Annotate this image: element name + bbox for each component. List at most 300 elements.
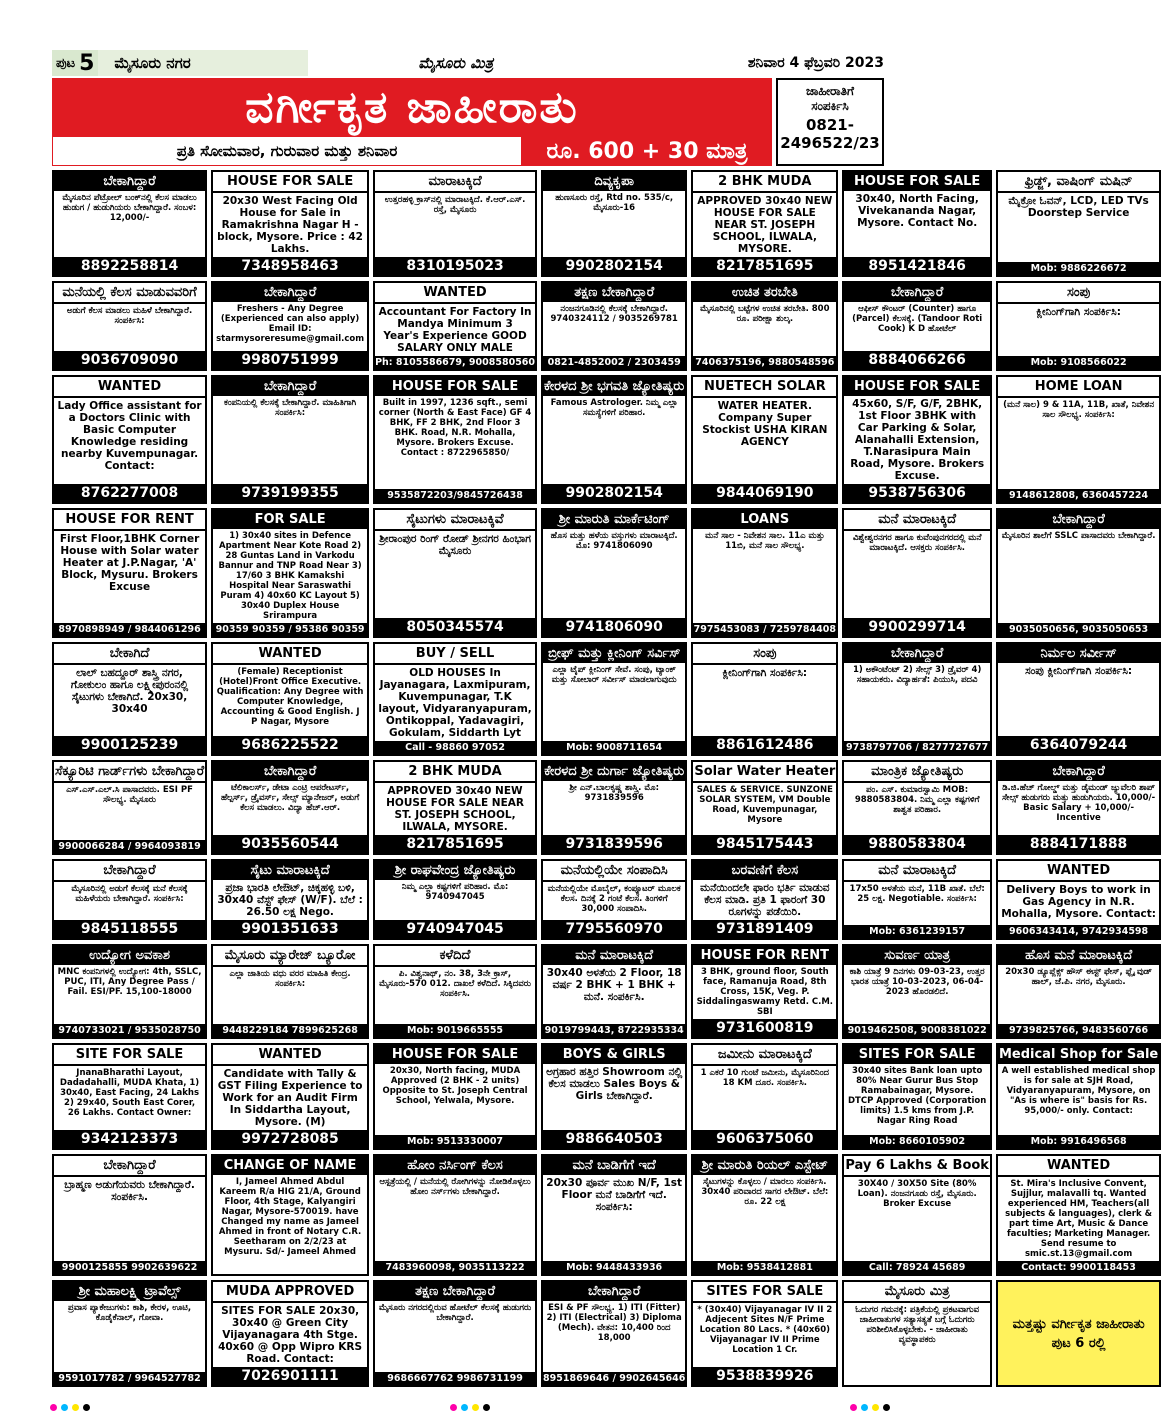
ad-heading: ಬೇಕಾಗಿದ್ದಾರೆ: [54, 861, 205, 882]
ad-phone: 9686225522: [213, 736, 367, 754]
classified-ad: [52, 281, 207, 371]
ad-phone: 6364079244: [998, 736, 1159, 754]
ad-phone: 9900299714: [844, 618, 990, 636]
classified-ad: [996, 375, 1161, 504]
ad-phone: Contact: 9900118453: [998, 1261, 1159, 1274]
ad-body: 20x30 West Facing Old House for Sale in Ramakrishna Nagar H - block, Mysore. Price : 42 Lakhs.: [217, 195, 363, 255]
classified-ad: [996, 944, 1161, 1039]
classified-ad: [52, 760, 207, 855]
ad-phone: 8762277008: [54, 484, 205, 502]
ad-heading: ನಿರ್ಮಲ ಸರ್ವೀಸ್: [998, 644, 1159, 663]
ad-heading: MUDA APPROVED: [213, 1282, 367, 1303]
classified-ad: [52, 1154, 207, 1276]
ad-phone: 9845175443: [693, 835, 836, 853]
ad-heading: ಸಂಪು: [693, 644, 836, 665]
ad-body: SALES & SERVICE. SUNZONE SOLAR SYSTEM, VM Double Road, Kuvempunagar, Mysore: [696, 785, 833, 825]
ad-body: ಶ್ರೀ ಎನ್.ಬಾಲಕೃಷ್ಣ ಶಾಸ್ತ್ರಿ. ಮೊ: 9731839596: [569, 783, 659, 803]
classified-ad: [211, 944, 369, 1039]
page-number-box: [52, 50, 98, 76]
more-ads-notice: [996, 1280, 1161, 1387]
ad-body: ಪ್ರಜಾ ಭಾರತಿ ಲೇಔಟ್, ಚಿಕ್ಕಹಳ್ಳಿ ಬಳಿ, 30x40 ವೆಸ್ಟ್ ಫೇಸ್ (W/F). ಬೆಲೆ : 26.50 ಲಕ್ಷ Nego.: [217, 882, 363, 918]
page-number: 5: [79, 50, 95, 76]
ad-body: ESI & PF ಸೌಲಭ್ಯ. 1) ITI (Fitter) 2) ITI (Electrical) 3) Diploma (Mech). ವೇತನ: 10,400 ರಿಂದ 18,000: [546, 1303, 682, 1343]
ad-phone: Mob: 6361239157: [844, 925, 990, 938]
ad-heading: BOYS & GIRLS: [543, 1045, 685, 1064]
ad-heading: Medical Shop for Sale: [998, 1047, 1159, 1062]
print-registration-dots-left: [50, 1404, 90, 1414]
ad-phone: 9739199355: [213, 484, 367, 502]
ad-body: 3 BHK, ground floor, South face, Ramanuja Road, 8th Cross, 15K, Veg. P. Siddalingaswamy Retd. C.M. SBI: [696, 967, 834, 1017]
ad-body: 1) 30x40 sites in Defence Apartment Near Kote Road 2) 28 Guntas Land in Varkodu Bannur and TNP Road Near 3) 17/60 3 BHK Kamakshi Hospital Near Saraswathi Puram 4) 40x60 KC Layout 5) 30x40 Duplex House Srirampura: [218, 531, 362, 621]
ad-body: Accountant For Factory In Mandya Minimum 3 Year's Experience GOOD SALARY ONLY MALE: [378, 306, 532, 354]
classified-ad: [373, 1043, 537, 1150]
print-registration-dots-right: [850, 1404, 890, 1414]
ad-heading: ಬ್ರೀಫ್ ಮತ್ತು ಕ್ಲೀನಿಂಗ್ ಸರ್ವಿಸ್: [543, 644, 685, 663]
top-bar: [52, 50, 884, 76]
ad-phone: 9538756306: [844, 484, 990, 502]
ad-heading: ಸೈಟು ಮಾರಾಟಕ್ಕಿದೆ: [213, 861, 367, 880]
ad-body: ಸೈಟುಗಳನ್ನು ಕೊಳ್ಳಲು / ಮಾರಲು ಸಂಪರ್ಕಿಸಿ. 30x40 ಪರಿವಾರದ ಸಾಗರ ಲೇಔಟ್. ಬೆಲೆ: ರೂ. 22 ಲಕ್ಷ: [701, 1177, 829, 1207]
ad-body: ಮೈಸೂರಿನಲ್ಲಿ ಅಡುಗೆ ಕೆಲಸಕ್ಕೆ ಮನೆ ಕೆಲಸಕ್ಕೆ ಮಹಿಳೆಯರು ಬೇಕಾಗಿದ್ದಾರೆ. ಸಂಪರ್ಕಿಸಿ:: [71, 884, 188, 904]
ad-body: ಕ್ಲೀನಿಂಗ್‌ಗಾಗಿ ಸಂಪರ್ಕಿಸಿ:: [1036, 306, 1121, 318]
ad-body: ವಿಶ್ವೇಶ್ವರನಗರ ಹಾಗೂ ಕುವೆಂಪುನಗರದಲ್ಲಿ ಮನೆ ಮಾರಾಟಕ್ಕಿದೆ. ಆಸಕ್ತರು ಸಂಪರ್ಕಿಸಿ.: [852, 533, 982, 553]
print-registration-dots-center: [450, 1404, 490, 1414]
ad-body: Famous Astrologer. ನಿಮ್ಮ ಎಲ್ಲಾ ಸಮಸ್ಯೆಗಳಿಗೆ ಪರಿಹಾರ.: [550, 398, 678, 418]
ad-body: * (30x40) Vijayanagar IV II 2 Adjecent Sites N/F Prime Location 80 Lacs. * (40x60) Vijayanagar IV II Prime Location 1 Cr.: [697, 1305, 833, 1355]
classified-ad: [541, 642, 687, 756]
ad-body: ಮೈಸೂರಿನಲ್ಲಿ ಬಟ್ಟೆಗಳ ಉಚಿತ ತರಬೇತಿ. 800 ರೂ. ಪರೀಕ್ಷಾ ಶುಲ್ಕ.: [700, 304, 830, 324]
ad-body: WATER HEATER. Company Super Stockist USHA KIRAN AGENCY: [702, 400, 828, 448]
ad-heading: ತಕ್ಷಣ ಬೇಕಾಗಿದ್ದಾರೆ: [543, 283, 685, 302]
ad-heading: ಬೇಕಾಗಿದ್ದಾರೆ: [998, 510, 1159, 529]
ad-heading: ಮೈಸೂರು ಮಿತ್ರ: [844, 1282, 990, 1303]
ad-heading: ಬೇಕಾಗಿದ್ದಾರೆ: [54, 1156, 205, 1177]
ad-body: ನಂಜನಗೂಡಿನಲ್ಲಿ ಕೆಲಸಕ್ಕೆ ಬೇಕಾಗಿದ್ದಾರೆ. 9740324112 / 9035269781: [550, 304, 678, 324]
ad-heading: HOUSE FOR RENT: [693, 946, 836, 965]
ad-phone: 7348958463: [213, 257, 367, 275]
ad-body: ಮನೆ ಸಾಲ - ನಿವೇಶನ ಸಾಲ. 11ಎ ಮತ್ತು 11ಬಿ, ಮನೆ ಸಾಲ ಸೌಲಭ್ಯ.: [705, 531, 825, 551]
ad-body: ಶ್ರೀರಾಂಪುರ ರಿಂಗ್ ರೋಡ್ ಶ್ರೀನಗರ ಹಿಂಭಾಗ ಮೈಸೂರು: [379, 533, 531, 557]
classified-ad: [842, 281, 992, 371]
ad-heading: ಮನೆ ಮಾರಾಟಕ್ಕಿದೆ: [844, 861, 990, 882]
ad-price: ರೂ. 600 + 30 ಮಾತ್ರ: [522, 136, 772, 166]
ad-heading: ತಕ್ಷಣ ಬೇಕಾಗಿದ್ದಾರೆ: [375, 1282, 535, 1301]
ad-body: ಕಂಪನಿಯಲ್ಲಿ ಕೆಲಸಕ್ಕೆ ಬೇಕಾಗಿದ್ದಾರೆ. ಮಾಹಿತಿಗಾಗಿ ಸಂಪರ್ಕಿಸಿ:: [224, 398, 357, 418]
ad-heading: SITES FOR SALE: [693, 1282, 836, 1303]
masthead: [52, 78, 772, 166]
ad-heading: ಶ್ರೀ ಮಾರುತಿ ರಿಯಲ್ ಎಸ್ಟೇಟ್: [693, 1156, 836, 1175]
ad-body: First Floor,1BHK Corner House with Solar water Heater at J.P.Nagar, 'A' Block, Mysuru. Brokers Excuse: [59, 533, 200, 593]
ad-body: ಮನೆಯಿಂದಲೇ ಫಾರಂ ಭರ್ತಿ ಮಾಡುವ ಕೆಲಸ ಮಾಡಿ. ಪ್ರತಿ 1 ಫಾರಂಗೆ 30 ರೂಗಳನ್ನು ಪಡೆಯಿರಿ.: [700, 882, 830, 918]
ad-body: ಎಲ್ಲಾ ಟೈಪ್ ಕ್ಲೀನಿಂಗ್ ಸೇವೆ. ಸಂಪು, ಟ್ಯಾಂಕ್ ಮತ್ತು ಸೋಲಾರ್ ಸರ್ವೀಸ್ ಮಾಡಲಾಗುವುದು: [551, 665, 677, 685]
ad-phone: 8050345574: [375, 618, 535, 636]
ad-phone: 9901351633: [213, 920, 367, 938]
ad-body: ನಿಮ್ಮ ಎಲ್ಲಾ ಕಷ್ಟಗಳಿಗೆ ಪರಿಹಾರ. ಮೊ: 9740947045: [401, 882, 509, 902]
classified-ad: [996, 760, 1161, 855]
ad-phone: 9606343414, 9742934598: [998, 925, 1159, 938]
ad-phone: 9739825766, 9483560766: [998, 1024, 1159, 1037]
ad-heading: ಬೇಕಾಗಿದ್ದಾರೆ: [213, 283, 367, 302]
ad-phone: Ph: 8105586679, 9008580560: [375, 357, 536, 368]
ad-phone: Call: 78924 45689: [844, 1261, 990, 1274]
ad-phone: 9019462508, 9008381022: [844, 1024, 990, 1037]
classified-ad: [211, 508, 369, 638]
classified-ad: [842, 1154, 992, 1276]
ad-body: Delivery Boys to work in Gas Agency in N.R. Mohalla, Mysore. Contact:: [1001, 884, 1156, 920]
ad-body: ಪಂ. ಎಸ್. ಕುಮಾರಸ್ವಾಮಿ MOB: 9880583804. ನಿಮ್ಮ ಎಲ್ಲಾ ಕಷ್ಟಗಳಿಗೆ ಶಾಶ್ವತ ಪರಿಹಾರ.: [854, 785, 980, 815]
ad-heading: ಬೇಕಾಗಿದ್ದಾರೆ: [998, 762, 1159, 781]
classified-ad: [541, 281, 687, 371]
ad-heading: BUY / SELL: [375, 644, 535, 665]
classified-ad: [211, 1154, 369, 1276]
ad-heading: ಮನೆಯಲ್ಲಿ ಕೆಲಸ ಮಾಡುವವರಿಗೆ: [54, 283, 205, 304]
page-label: ಪುಟ: [56, 55, 76, 71]
ad-body: 30x40 ಅಳತೆಯ 2 Floor, 18 ವರ್ಷ 2 BHK + 1 BHK + ಮನೆ. ಸಂಪರ್ಕಿಸಿ.: [546, 967, 682, 1003]
ad-phone: Mob: 9886226672: [998, 262, 1159, 275]
ad-body: SITES FOR SALE 20x30, 30x40 @ Green City Vijayanagara 4th Stge. 40x60 @ Opp Wipro KRS Road. Contact:: [218, 1305, 363, 1365]
ad-body: ಮೈಸೂರು ನಗರದಲ್ಲಿರುವ ಹೋಟೆಲ್ ಕೆಲಸಕ್ಕೆ ಹುಡುಗರು ಬೇಕಾಗಿದ್ದಾರೆ.: [378, 1303, 532, 1323]
ad-body: ಪ್ರವಾಸ ಪ್ಯಾಕೇಜುಗಳು: ಕಾಶಿ, ಕೇರಳ, ಊಟಿ, ಕೊಡೈಕೆನಾಲ್, ಗೋವಾ.: [68, 1303, 192, 1323]
ad-phone: 8951869646 / 9902645646: [543, 1373, 686, 1384]
ad-body: 20x30 ಡ್ಯೂಪ್ಲೆಕ್ಸ್ ಹೌಸ್ ಈಸ್ಟ್ ಫೇಸ್, ಫ್ಲೈ ವುಡ್ ಹಾಲ್, ಜೆ.ಪಿ. ನಗರ, ಮೈಸೂರು.: [1005, 967, 1152, 987]
ad-body: 45x60, S/F, G/F, 2BHK, 1st Floor 3BHK with Car Parking & Solar, Alanahalli Extension, T.Narasipura Main Road, Mysore. Brokers Excuse.: [850, 398, 985, 482]
classified-ad: [373, 170, 537, 277]
section-name: ಮೈಸೂರು ನಗರ: [98, 50, 308, 76]
classified-ad: [996, 508, 1161, 638]
classified-ad: [996, 1154, 1161, 1276]
ad-body: ಎಲ್ಲಾ ಜಾತಿಯ ವಧು ವರರ ಮಾಹಿತಿ ಕೇಂದ್ರ. ಸಂಪರ್ಕಿಸಿ:: [229, 969, 351, 989]
ad-heading: FOR SALE: [213, 510, 367, 529]
classified-ad: [842, 859, 992, 940]
ad-heading: ಕಳೆದಿದೆ: [375, 946, 535, 967]
ad-phone: 9148612808, 6360457224: [998, 489, 1159, 502]
classified-ad: [373, 944, 537, 1039]
classified-ad: [211, 375, 369, 504]
ad-heading: ಫ್ರಿಡ್ಜ್, ವಾಷಿಂಗ್ ಮಷಿನ್: [998, 172, 1159, 193]
paper-name: ಮೈಸೂರು ಮಿತ್ರ: [418, 54, 494, 72]
classified-ad: [52, 859, 207, 940]
ad-heading: ಮನೆ ಮಾರಾಟಕ್ಕಿದೆ: [844, 510, 990, 531]
ad-heading: ಹೊಸ ಮನೆ ಮಾರಾಟಕ್ಕಿದೆ: [998, 946, 1159, 965]
ad-heading: ಬೇಕಾಗಿದ್ದಾರೆ: [844, 644, 990, 663]
classified-ads-grid: [52, 170, 1159, 1384]
ad-body: ಉತ್ತರಹಳ್ಳಿ ಕ್ರಾಸ್‌ನಲ್ಲಿ ಮಾರಾಟಕ್ಕಿದೆ. ಕೆ.ಆರ್.ಎಸ್. ರಸ್ತೆ, ಮೈಸೂರು: [384, 195, 526, 215]
ad-phone: Mob: 9448433936: [543, 1261, 685, 1274]
ad-body: Lady Office assistant for a Doctors Clinic with Basic Computer Knowledge residing nearby Kuvempunagar. Contact:: [57, 400, 202, 472]
classified-ad: [996, 1043, 1161, 1150]
classified-ad: [541, 1280, 687, 1387]
ad-heading: HOUSE FOR SALE: [375, 1045, 535, 1064]
classified-ad: [52, 944, 207, 1039]
classified-ad: [373, 859, 537, 940]
ad-body: Built in 1997, 1236 sqft., semi corner (North & East Face) GF 4 BHK, FF 2 BHK, 2nd Floor 3 BHK. Road, N.R. Mohalla, Mysore. Brokers Excuse. Contact : 8722965850/: [378, 398, 532, 458]
ad-heading: ಜಮೀನು ಮಾರಾಟಕ್ಕಿದೆ: [693, 1045, 836, 1066]
classified-ad: [211, 170, 369, 277]
classified-ad: [541, 170, 687, 277]
ad-body: ಅಡುಗೆ ಕೆಲಸ ಮಾಡಲು ಮಹಿಳೆ ಬೇಕಾಗಿದ್ದಾರೆ. ಸಂಪರ್ಕಿಸಿ:: [66, 306, 193, 326]
ad-heading: ಮಾಂತ್ರಿಕ ಜ್ಯೋತಿಷ್ಯರು: [844, 762, 990, 783]
ad-phone: 9900066284 / 9964093819: [54, 840, 205, 853]
ad-phone: 9845118555: [54, 920, 205, 938]
ad-body: 30x40 sites Bank loan upto 80% Near Gurur Bus Stop Ramabainagar, Mysore. DTCP Approved (Corporation limits) 1.5 kms from J.P. Nagar Ring Road: [847, 1066, 987, 1126]
ad-phone: 9900125855 9902639622: [54, 1261, 205, 1274]
ad-phone: 8310195023: [375, 257, 535, 275]
ad-heading: ಸಂಪು: [998, 283, 1159, 304]
classified-ad: [996, 170, 1161, 277]
classified-ad: [842, 642, 992, 756]
ad-phone: 9538839926: [693, 1367, 836, 1385]
ad-body: ಆಸ್ಪತ್ರೆಯಲ್ಲಿ / ಮನೆಯಲ್ಲಿ ರೋಗಿಗಳನ್ನು ನೋಡಿಕೊಳ್ಳಲು ಹೋಂ ನರ್ಸ್‌ಗಳು ಬೇಕಾಗಿದ್ದಾರೆ.: [379, 1177, 531, 1197]
ad-body: 20x30, North facing, MUDA Approved (2 BHK - 2 units) Opposite to St. Joseph Central School, Yelwala, Mysore.: [382, 1066, 528, 1106]
ad-body: ಕಾಶಿ ಯಾತ್ರೆ 9 ದಿನಗಳು 09-03-23, ಉತ್ತರ ಭಾರತ ಯಾತ್ರೆ 10-03-2023, 06-04-2023 ಹೊರಡಲಿದೆ.: [849, 967, 985, 997]
ad-body: ಸಂಪು ಕ್ಲೀನಿಂಗ್‌ಗಾಗಿ ಸಂಪರ್ಕಿಸಿ:: [1025, 665, 1133, 677]
ad-heading: HOUSE FOR RENT: [54, 510, 205, 531]
ad-phone: 9740733021 / 9535028750: [54, 1024, 205, 1037]
ad-heading: WANTED: [213, 644, 367, 665]
ad-phone: 8884066266: [844, 351, 990, 369]
ad-phone: 9980751999: [213, 351, 367, 369]
ad-heading: Pay 6 Lakhs & Book: [844, 1156, 990, 1177]
classified-ad: [691, 859, 838, 940]
ad-body: ಹುಣಸೂರು ರಸ್ತೆ, Rtd no. 535/c, ಮೈಸೂರು-16: [555, 193, 674, 213]
ad-phone: Mob: 9538412881: [693, 1261, 836, 1274]
ad-body: ಆಫೀಸ್ ಕೌಂಟರ್ (Counter) ಹಾಗೂ (Parcel) ಕೆಲಸಕ್ಕೆ. (Tandoor Roti Cook) K D ಹೋಟೆಲ್: [852, 304, 983, 334]
ad-heading: HOUSE FOR SALE: [844, 172, 990, 191]
ad-heading: WANTED: [998, 861, 1159, 882]
ad-heading: 2 BHK MUDA: [693, 172, 836, 193]
ad-phone: 9972728085: [213, 1130, 367, 1148]
classified-ad: [52, 375, 207, 504]
classified-ad: [691, 944, 838, 1039]
ad-body: I, Jameel Ahmed Abdul Kareem R/a HIG 21/A, Ground Floor, 4th Stage, Kalyangiri Nagar, Mysore-570019. have Changed my name as Jameel Ahmed in front of Notary C.R. Seetharam on 2/2/23 at Mysuru. Sd/- Jameel Ahmed: [218, 1177, 362, 1257]
classified-ad: [211, 642, 369, 756]
ad-body: ಮೈಸೂರಿನ ಶಾಲೆಗೆ SSLC ಪಾಸಾದವರು ಬೇಕಾಗಿದ್ದಾರೆ.: [1001, 531, 1156, 541]
ad-heading: ಬೇಕಾಗಿದ್ದಾರೆ: [844, 283, 990, 302]
ad-body: ಮೈಸೂರಿನ ಪೆಟ್ರೋಲ್ ಬಂಕ್‌ನಲ್ಲಿ ಕೆಲಸ ಮಾಡಲು ಹುಡುಗ / ಹುಡುಗಿಯರು ಬೇಕಾಗಿದ್ದಾರೆ. ಸಂಬಳ: 12,000/-: [62, 193, 197, 223]
ad-phone: 9606375060: [693, 1130, 836, 1148]
ad-heading: ಬೇಕಾಗಿದ್ದಾರೆ: [54, 172, 205, 191]
ad-heading: SITE FOR SALE: [54, 1045, 205, 1066]
ad-body: 17x50 ಅಳತೆಯ ಮನೆ, 11B ಖಾತೆ. ಬೆಲೆ: 25 ಲಕ್ಷ. Negotiable. ಸಂಪರ್ಕಿಸಿ:: [849, 884, 985, 904]
ad-phone: 9880583804: [844, 835, 990, 853]
ad-body: 20x30 ಪೂರ್ವ ಮುಖ N/F, 1st Floor ಮನೆ ಬಾಡಿಗೆಗೆ ಇದೆ. ಸಂಪರ್ಕಿಸಿ:: [546, 1177, 683, 1213]
classified-ad: [211, 760, 369, 855]
ad-phone: 9731600819: [693, 1019, 836, 1037]
classified-ad: [691, 281, 838, 371]
ad-heading: ಶ್ರೀ ರಾಘವೇಂದ್ರ ಜ್ಯೋತಿಷ್ಯರು: [375, 861, 535, 880]
ad-phone: Mob: 9916496568: [998, 1135, 1159, 1148]
classified-ad: [691, 170, 838, 277]
ad-heading: ಮೈಸೂರು ಮ್ಯಾರೇಜ್ ಬ್ಯೂರೋ: [213, 946, 367, 967]
ad-phone: 8884171888: [998, 835, 1159, 853]
classified-ad: [691, 1043, 838, 1150]
ad-heading: ಶ್ರೀ ಮಾರುತಿ ಮಾರ್ಕೆಟಿಂಗ್: [543, 510, 685, 529]
ad-phone: 9902802154: [543, 484, 685, 502]
ad-phone: 9535872203/9845726438: [375, 489, 535, 502]
ad-body: Candidate with Tally & GST Filing Experience to Work for an Audit Firm In Siddartha Layout, Mysore. (M): [217, 1068, 363, 1128]
ad-body: 1 ಎಕರೆ 10 ಗುಂಟೆ ಜಮೀನು, ಮೈಸೂರಿನಿಂದ 18 KM ದೂರ. ಸಂಪರ್ಕಿಸಿ.: [700, 1068, 829, 1088]
ad-body: ಡಿ.ಜಿ.ಹೆಚ್ ಗೋಲ್ಡ್ ಮತ್ತು ಡೈಮಂಡ್ ಜ್ಯುವೆಲರಿ ಶಾಪ್ ಸೇಲ್ಸ್ ಹುಡುಗರು ಮತ್ತು ಹುಡುಗಿಯರು. 10,000/- Basic Salary + 10,000/- Incentive: [1002, 783, 1156, 823]
classified-ad: [842, 1043, 992, 1150]
ad-phone: 8861612486: [693, 736, 836, 754]
classified-ad: [52, 642, 207, 756]
ad-heading: ಕೇರಳದ ಶ್ರೀ ಭಗವತಿ ಜ್ಯೋತಿಷ್ಯರು: [544, 379, 685, 394]
classified-ad: [211, 1043, 369, 1150]
ad-heading: ಉಚಿತ ತರಬೇತಿ: [693, 283, 836, 302]
ad-heading: HOUSE FOR SALE: [213, 172, 367, 193]
ad-phone: 9900125239: [54, 736, 205, 754]
ad-heading: ಉದ್ಯೋಗ ಅವಕಾಶ: [54, 946, 205, 965]
contact-line-4: 2496522/23: [780, 134, 880, 152]
ad-phone: 9036709090: [54, 351, 205, 369]
ad-phone: 9886640503: [543, 1130, 685, 1148]
ad-phone: 9591017782 / 9964527782: [54, 1372, 205, 1385]
ad-body: ಎಸ್.ಎಸ್.ಎಲ್.ಸಿ ಪಾಸಾದವರು. ESI PF ಸೌಲಭ್ಯ. ಮೈಸೂರು: [66, 785, 193, 805]
classified-ad: [52, 170, 207, 277]
ad-heading: CHANGE OF NAME: [213, 1156, 367, 1175]
contact-line-2: ಸಂಪರ್ಕಿಸಿ: [811, 99, 849, 113]
ad-phone: 9731891409: [693, 920, 836, 938]
classified-ad: [52, 1043, 207, 1150]
ad-body: OLD HOUSES In Jayanagara, Laxmipuram, Kuvempunagar, T.K layout, Vidyaranyapuram, Ontikoppal, Yadavagiri, Gokulam, Siddarth Lyt: [378, 667, 532, 739]
classified-ad: [541, 859, 687, 940]
classified-ad: [373, 281, 537, 371]
ad-heading: ಬೇಕಾಗಿದ್ದಾರೆ: [213, 377, 367, 396]
ad-body: ಅಗ್ರಹಾರ ಹತ್ತಿರ Showroom ನಲ್ಲಿ ಕೆಲಸ ಮಾಡಲು Sales Boys & Girls ಬೇಕಾಗಿದ್ದಾರೆ.: [546, 1066, 683, 1102]
classified-ad: [373, 1154, 537, 1276]
ad-heading: ಬೇಕಾಗಿದ್ದಾರೆ: [213, 762, 367, 781]
classified-ad: [842, 508, 992, 638]
ad-phone: Mob: 9108566022: [998, 356, 1159, 369]
ad-heading: ಬೇಕಾಗಿದ್ದಾರೆ: [543, 1282, 685, 1301]
ad-body: (Female) Receptionist (Hotel)Front Office Executive. Qualification: Any Degree with Computer Knowledge, Accounting & Good English. J P Nagar, Mysore: [216, 667, 364, 727]
ad-body: ಮನೆಯಲ್ಲಿಯೇ ಮೊಬೈಲ್, ಕಂಪ್ಯೂಟರ್ ಮೂಲಕ ಕೆಲಸ. ದಿನಕ್ಕೆ 2 ಗಂಟೆ ಕೆಲಸ. ತಿಂಗಳಿಗೆ 30,000 ಸಂಪಾದಿಸಿ.: [547, 884, 681, 914]
ad-phone: 7406375196, 9880548596: [695, 357, 835, 368]
ad-body: Freshers - Any Degree (Experienced can also apply) Email ID: starmysoreresume@gmail.com: [216, 304, 365, 344]
classified-ad: [691, 1280, 838, 1387]
ad-body: ಕ್ಲೀನಿಂಗ್‌ಗಾಗಿ ಸಂಪರ್ಕಿಸಿ:: [722, 667, 808, 679]
classified-ad: [541, 760, 687, 855]
ad-body: 30X40 / 30X50 Site (80% Loan). ನಂಜನಗೂಡು ರಸ್ತೆ, ಮೈಸೂರು. Broker Excuse: [857, 1179, 977, 1209]
classified-ad: [211, 1280, 369, 1387]
classified-ad: [541, 508, 687, 638]
ad-heading: HOUSE FOR SALE: [375, 377, 535, 396]
ad-heading: ಮನೆ ಮಾರಾಟಕ್ಕಿದೆ: [543, 946, 685, 965]
masthead-title: ವರ್ಗೀಕೃತ ಜಾಹೀರಾತು: [52, 78, 772, 136]
ad-phone: 7795560970: [543, 920, 685, 938]
ad-heading: ಸುವರ್ಣ ಯಾತ್ರ: [844, 946, 990, 965]
ad-heading: WANTED: [54, 377, 205, 398]
classified-ad: [842, 944, 992, 1039]
publication-days: ಪ್ರತಿ ಸೋಮವಾರ, ಗುರುವಾರ ಮತ್ತು ಶನಿವಾರ: [52, 136, 522, 166]
classified-ad: [52, 1280, 207, 1387]
ad-heading: ಶ್ರೀ ಮಹಾಲಕ್ಷ್ಮಿ ಟ್ರಾವೆಲ್ಸ್: [54, 1282, 205, 1301]
ad-phone: 9741806090: [543, 618, 685, 636]
ad-phone: Call - 98860 97052: [375, 741, 535, 754]
ad-phone: 9019799443, 8722935334: [544, 1025, 684, 1036]
ad-phone: 9342123373: [54, 1130, 205, 1148]
ad-phone: Mob: 9008711654: [543, 741, 685, 754]
classified-ad: [541, 1154, 687, 1276]
ad-phone: 9035050656, 9035050653: [998, 623, 1159, 636]
classified-ad: [842, 760, 992, 855]
ad-phone: 7483960098, 9035113222: [375, 1261, 535, 1274]
ad-phone: 9844069190: [693, 484, 836, 502]
ad-body: ಬ್ರಾಹ್ಮಣ ಅಡುಗೆಯವರು ಬೇಕಾಗಿದ್ದಾರೆ. ಸಂಪರ್ಕಿಸಿ.: [64, 1179, 195, 1203]
ad-body: JnanaBharathi Layout, Dadadahalli, MUDA Khata, 1) 30x40, East Facing, 24 Lakhs 2) 29x40, South East Corer, 26 Lakhs. Contact Owner:: [59, 1068, 200, 1118]
classified-ad: [373, 642, 537, 756]
ad-phone: 7975453083 / 7259784408: [693, 624, 836, 635]
ad-phone: Mob: 9019665555: [375, 1024, 535, 1037]
classified-ad: [211, 859, 369, 940]
ad-heading: NUETECH SOLAR: [693, 377, 836, 398]
ad-heading: ಮಾರಾಟಕ್ಕಿದೆ: [375, 172, 535, 193]
classified-ad: [996, 642, 1161, 756]
classified-ad: [373, 508, 537, 638]
ad-phone: 7026901111: [213, 1367, 367, 1385]
contact-line-1: ಜಾಹೀರಾತಿಗೆ: [806, 84, 854, 98]
ad-phone: 90359 90359 / 95386 90359: [213, 623, 367, 636]
classified-ad: [52, 508, 207, 638]
contact-line-3: 0821-: [806, 116, 854, 134]
ad-body: (ಮನೆ ಸಾಲ) 9 & 11A, 11B, ಖಾತೆ, ನಿವೇಶನ ಸಾಲ ಸೌಲಭ್ಯ. ಸಂಪರ್ಕಿಸಿ:: [1003, 400, 1155, 420]
ad-phone: 8217851695: [693, 257, 836, 275]
ad-body: APPROVED 30x40 NEW HOUSE FOR SALE NEAR ST. JOSEPH SCHOOL, ILWALA, MYSORE.: [697, 195, 833, 255]
ad-body: ಟೆಲಿಕಾಲರ್ಸ್, ಡೇಟಾ ಎಂಟ್ರಿ ಆಪರೇಟರ್ಸ್, ಹೆಲ್ಪರ್ಸ್, ಡ್ರೈವರ್ಸ್, ಸೇಲ್ಸ್ ಮ್ಯಾನೇಜರ್, ಅಡುಗೆ ಕೆಲಸ ಮಾಡಲು. ವಿದ್ಯಾ ಹೆಚ್.ಆರ್.: [220, 783, 360, 813]
ad-heading: ಹೋಂ ನರ್ಸಿಂಗ್ ಕೆಲಸ: [375, 1156, 535, 1175]
classified-ad: [842, 375, 992, 504]
issue-date: ಶನಿವಾರ 4 ಫೆಬ್ರವರಿ 2023: [747, 55, 884, 71]
ad-body: ಹೊಸ ಮತ್ತು ಹಳೆಯ ವಸ್ತುಗಳು ಮಾರಾಟಕ್ಕಿದೆ. ಮೊ: 9741806090: [550, 531, 678, 551]
classified-ad: [842, 1280, 992, 1387]
ad-heading: ಕೇರಳದ ಶ್ರೀ ದುರ್ಗಾ ಜ್ಯೋತಿಷ್ಯರು: [544, 764, 685, 779]
classified-ad: [541, 375, 687, 504]
classified-ad: [691, 375, 838, 504]
ad-heading: ಸೈಟುಗಳು ಮಾರಾಟಕ್ಕಿವೆ: [375, 510, 535, 531]
ad-heading: WANTED: [998, 1156, 1159, 1177]
classified-ad: [373, 1280, 537, 1387]
ad-phone: 8951421846: [844, 257, 990, 275]
ad-heading: HOME LOAN: [998, 377, 1159, 398]
classified-ad: [691, 760, 838, 855]
ad-heading: SITES FOR SALE: [844, 1045, 990, 1064]
classified-ad: [691, 1154, 838, 1276]
ad-heading: ಬೇಕಾಗಿದೆ: [54, 644, 205, 665]
ad-heading: ದಿವ್ಯಕೃಪಾ: [543, 172, 685, 191]
ad-body: 1) ಅಕೌಂಟೆಂಟ್ 2) ಸೇಲ್ಸ್ 3) ಡ್ರೈವರ್ 4) ಸಹಾಯಕರು. ವಿದ್ಯಾರ್ಹತೆ: ಪಿಯುಸಿ, ಪದವಿ: [852, 665, 982, 685]
ad-heading: WANTED: [213, 1045, 367, 1066]
ad-phone: 9686667762 9986731199: [375, 1372, 535, 1385]
ad-phone: 9731839596: [543, 835, 685, 853]
ad-phone: 8970898949 / 9844061296: [54, 623, 205, 636]
ad-phone: Mob: 9513330007: [375, 1135, 535, 1148]
classified-ad: [996, 281, 1161, 371]
classified-ad: [691, 642, 838, 756]
ad-body: ಓದುಗರ ಗಮನಕ್ಕೆ: ಪತ್ರಿಕೆಯಲ್ಲಿ ಪ್ರಕಟವಾಗುವ ಜಾಹೀರಾತುಗಳ ಸತ್ಯಾಸತ್ಯತೆ ಬಗ್ಗೆ ಓದುಗರು ಪರಿಶೀಲಿಸಿಕೊಳ್ಳಬೇಕು. - ಜಾಹೀರಾತು ವ್ಯವಸ್ಥಾಪಕರು: [855, 1305, 980, 1345]
ad-heading: WANTED: [375, 283, 535, 304]
ad-body: ಪಿ. ವಿಶ್ವನಾಥ್, ನಂ. 38, 3ನೇ ಕ್ರಾಸ್, ಮೈಸೂರು-570 012. ದಾಖಲೆ ಕಳೆದಿದೆ. ಸಿಕ್ಕಿದವರು ಸಂಪರ್ಕಿಸಿ.: [379, 969, 531, 999]
classified-ad: [373, 375, 537, 504]
ad-body: MNC ಕಂಪನಿಗಳಲ್ಲಿ ಉದ್ಯೋಗ: 4th, SSLC, PUC, ITI, Any Degree Pass / Fail. ESI/PF. 15,100-18000: [57, 967, 202, 997]
ad-heading: ಮನೆಯಲ್ಲಿಯೇ ಸಂಪಾದಿಸಿ: [543, 861, 685, 882]
ad-body: 30x40, North Facing, Vivekananda Nagar, Mysore. Contact No.: [855, 193, 979, 229]
ad-heading: HOUSE FOR SALE: [844, 377, 990, 396]
ad-phone: 0821-4852002 / 2303459: [543, 356, 685, 369]
ad-phone: 8892258814: [54, 257, 205, 275]
ad-body: A well established medical shop is for sale at SJH Road, Vidyaranyapuram, Mysore, on "As is where is" basis for Rs. 95,000/- only. Contact:: [1001, 1066, 1156, 1116]
classified-ad: [996, 859, 1161, 940]
ad-phone: 9035560544: [213, 835, 367, 853]
